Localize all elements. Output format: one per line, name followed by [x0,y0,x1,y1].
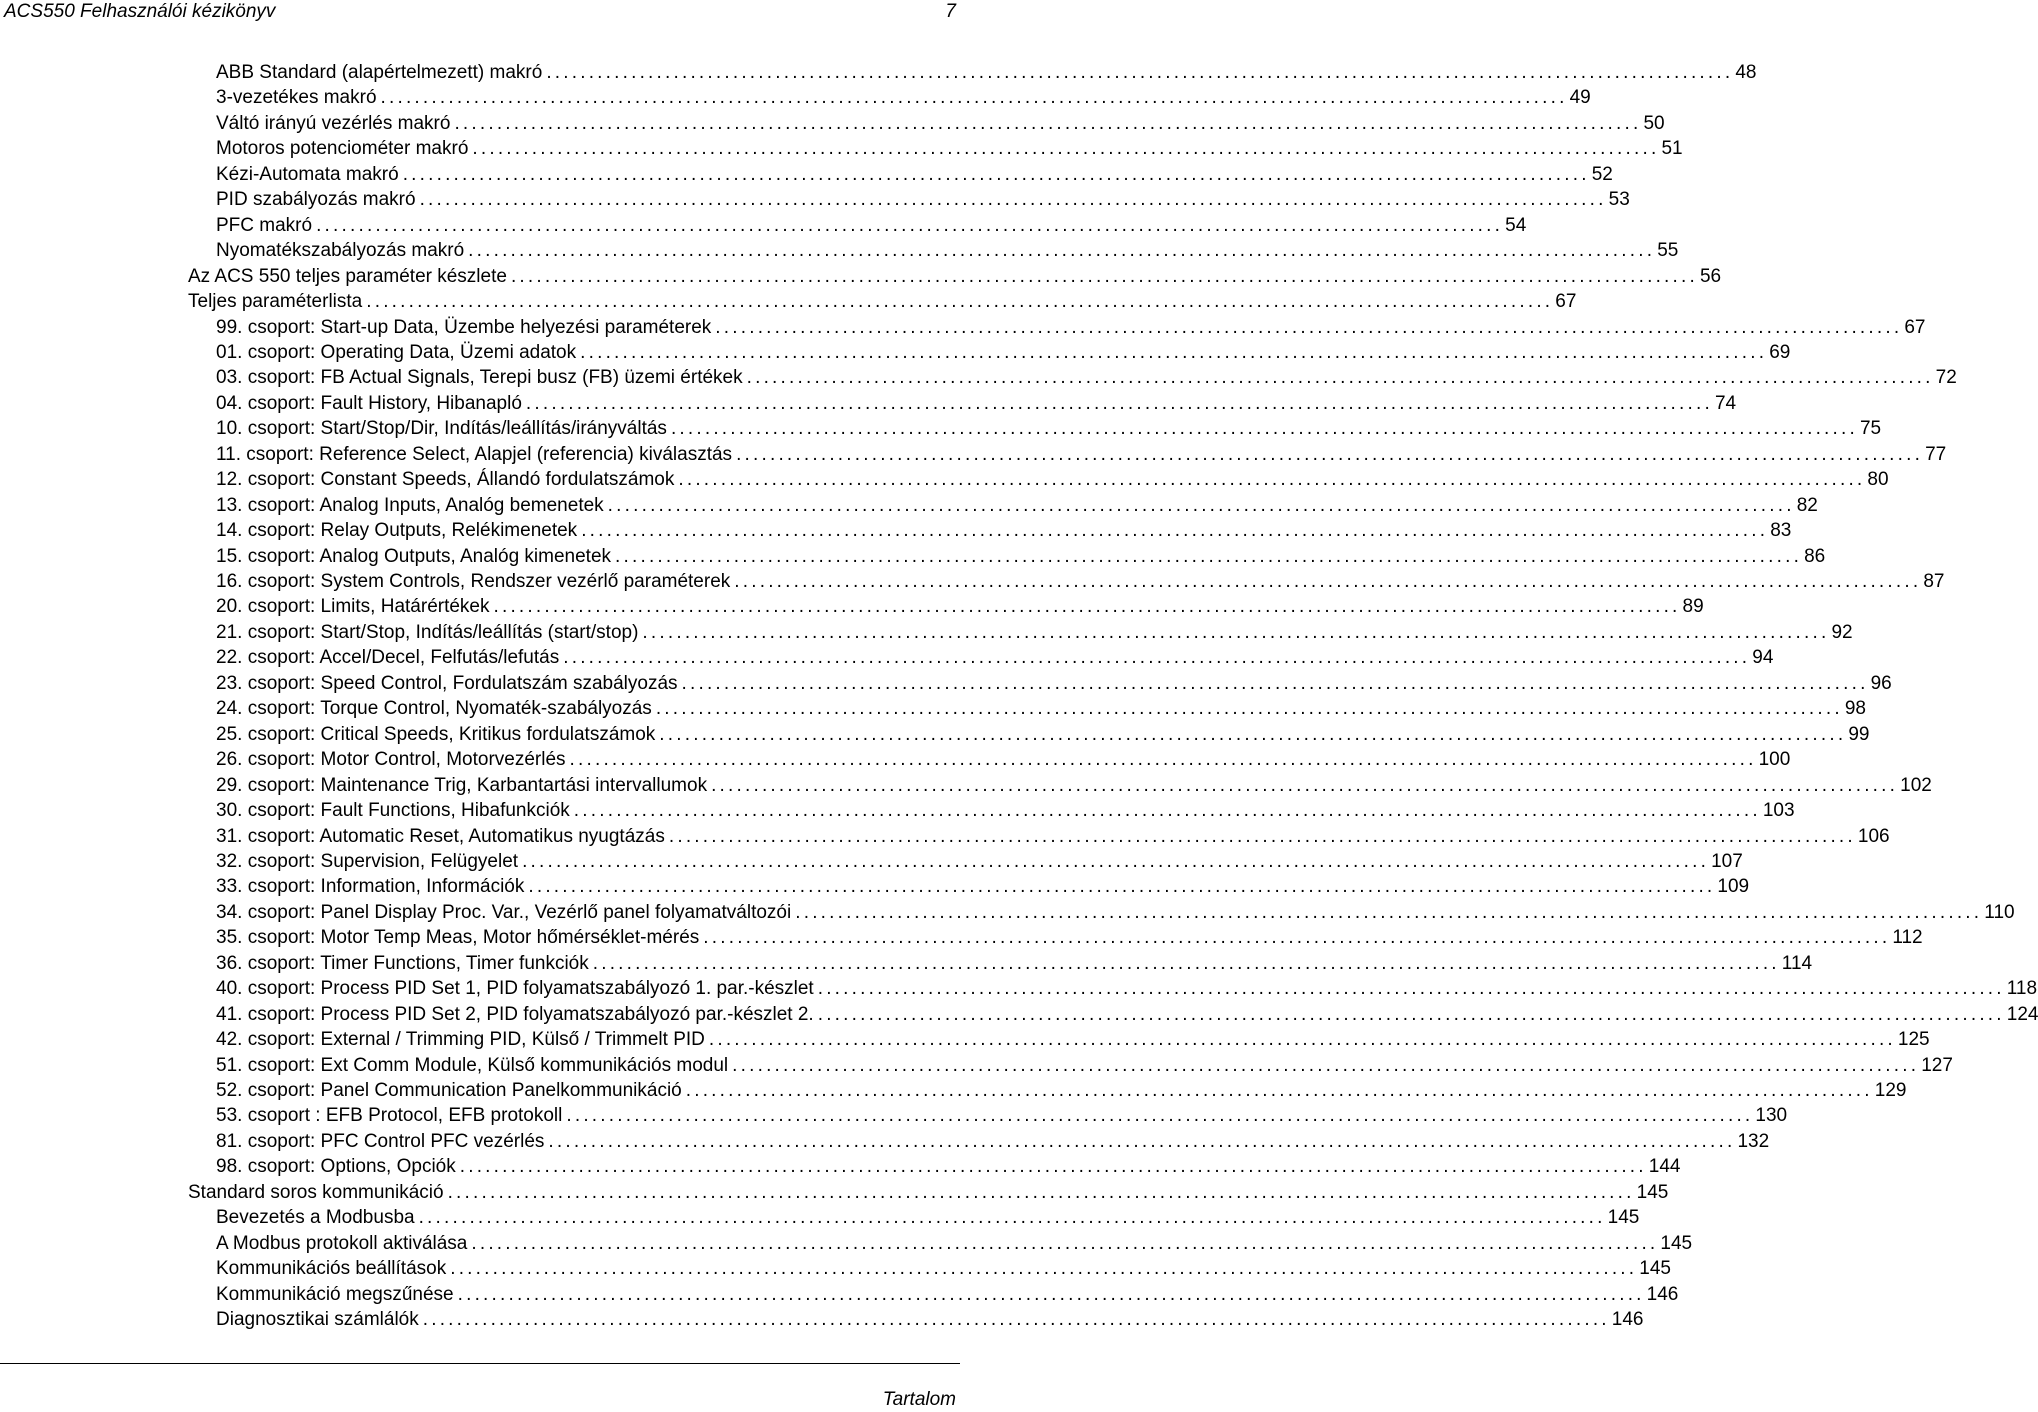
toc-entry-title: 36. csoport: Timer Functions, Timer funkciók [216,953,589,974]
toc-entry-page: 94 [1752,647,1774,668]
toc-entry[interactable] [216,1129,1770,1155]
footer-divider [0,1363,960,1364]
dot-leader: ............................................................................................................................................ [732,1055,1920,1076]
toc-entry-page: 75 [1859,418,1882,439]
toc-entry-title: Kézi-Automata makró [216,164,399,185]
toc-entry-page: 55 [1657,240,1679,261]
toc-entry-page: 145 [1607,1207,1640,1228]
toc-entry[interactable] [216,1027,1930,1053]
dot-leader: ............................................................................................................................................ [685,1080,1873,1101]
toc-entry-page: 112 [1892,927,1923,948]
dot-leader: ............................................................................................................................................ [795,902,1983,923]
toc-entry-title: 30. csoport: Fault Functions, Hibafunkciók [216,800,570,821]
dot-leader: ............................................................................................................................................ [472,138,1660,159]
toc-entry[interactable] [216,493,1818,519]
toc-entry[interactable] [216,1282,1679,1308]
toc-entry-title: 52. csoport: Panel Communication Panelkommunikáció [216,1080,682,1101]
dot-leader: ............................................................................................................................................ [715,317,1903,338]
toc-entry[interactable] [216,1078,1907,1104]
toc-entry[interactable] [188,289,1577,315]
dot-leader: ............................................................................................................................................ [402,164,1590,185]
toc-entry-title: 34. csoport: Panel Display Proc. Var., Vezérlő panel folyamatváltozói [216,902,792,923]
dot-leader: ............................................................................................................................................ [711,775,1899,796]
toc-entry-title: 04. csoport: Fault History, Hibanapló [216,393,522,414]
toc-entry-title: Kommunikációs beállítások [216,1258,447,1279]
toc-entry[interactable] [216,416,1882,442]
toc-entry-title: 3-vezetékes makró [216,87,377,108]
toc-entry[interactable] [216,1205,1640,1231]
toc-entry[interactable] [216,365,1957,391]
toc-entry-title: Diagnosztikai számlálók [216,1309,419,1330]
toc-entry-page: 50 [1643,113,1665,134]
dot-leader: ............................................................................................................................................ [734,571,1922,592]
toc-entry[interactable] [216,1053,1953,1079]
toc-entry[interactable] [216,1307,1644,1333]
toc-entry-title: ABB Standard (alapértelmezett) makró [216,62,543,83]
dot-leader: ............................................................................................................................................ [668,826,1856,847]
dot-leader: ............................................................................................................................................ [493,596,1681,617]
toc-entry-page: 146 [1611,1309,1644,1330]
toc-entry[interactable] [216,594,1704,620]
toc-entry-title: 13. csoport: Analog Inputs, Analóg bemenetek [216,495,604,516]
toc-entry[interactable] [216,238,1679,264]
dot-leader: ............................................................................................................................................ [563,647,1751,668]
toc-entry[interactable] [216,900,2015,926]
dot-leader: ............................................................................................................................................ [566,1105,1754,1126]
toc-entry[interactable] [216,1256,1671,1282]
toc-entry-title: 25. csoport: Critical Speeds, Kritikus fordulatszámok [216,724,656,745]
toc-entry[interactable] [216,824,1890,850]
toc-entry-page: 145 [1636,1182,1669,1203]
page-header [0,0,960,36]
toc-entry-title: Bevezetés a Modbusba [216,1207,415,1228]
toc-entry-title: 41. csoport: Process PID Set 2, PID folyamatszabályozó par.-készlet 2. [216,1004,814,1025]
dot-leader: ............................................................................................................................................ [607,495,1795,516]
toc-entry-title: PFC makró [216,215,313,236]
toc-entry-page: 124 [2006,1004,2038,1025]
dot-leader: ............................................................................................................................................ [522,851,1710,872]
toc-entry-page: 72 [1935,367,1957,388]
dot-leader: ............................................................................................................................................ [703,927,1891,948]
toc-entry-page: 48 [1735,62,1757,83]
dot-leader: ............................................................................................................................................ [419,189,1607,210]
toc-entry[interactable] [216,671,1892,697]
toc-entry[interactable] [216,722,1870,748]
toc-entry-page: 99 [1848,724,1870,745]
document-title: ACS550 Felhasználói kézikönyv [4,1,276,22]
toc-entry[interactable] [216,620,1853,646]
toc-entry-page: 83 [1770,520,1792,541]
toc-entry-title: 81. csoport: PFC Control PFC vezérlés [216,1131,545,1152]
toc-entry-page: 130 [1755,1105,1788,1126]
toc-entry-page: 118 [2006,978,2038,999]
toc-entry[interactable] [216,569,1945,595]
toc-entry-page: 132 [1737,1131,1770,1152]
toc-entry-title: 40. csoport: Process PID Set 1, PID folyamatszabályozó 1. par.-készlet [216,978,814,999]
toc-entry-title: 98. csoport: Options, Opciók [216,1156,456,1177]
toc-entry-page: 56 [1699,266,1722,287]
dot-leader: ............................................................................................................................................ [546,62,1734,83]
toc-entry-page: 54 [1505,215,1527,236]
toc-entry-page: 145 [1639,1258,1671,1279]
toc-entry-page: 51 [1661,138,1683,159]
toc-entry-page: 144 [1648,1156,1681,1177]
dot-leader: ............................................................................................................................................ [450,1258,1638,1279]
toc-entry-title: PID szabályozás makró [216,189,416,210]
toc-entry-title: 03. csoport: FB Actual Signals, Terepi busz (FB) üzemi értékek [216,367,743,388]
dot-leader: ............................................................................................................................................ [418,1207,1606,1228]
toc-entry-page: 67 [1555,291,1577,312]
toc-entry-title: Teljes paraméterlista [188,291,363,312]
toc-entry-title: 23. csoport: Speed Control, Fordulatszám szabályozás [216,673,678,694]
dot-leader: ............................................................................................................................................ [548,1131,1736,1152]
toc-entry-title: 26. csoport: Motor Control, Motorvezérlés [216,749,566,770]
dot-leader: ............................................................................................................................................ [678,469,1866,490]
dot-leader: ............................................................................................................................................ [746,367,1934,388]
dot-leader: ............................................................................................................................................ [569,749,1757,770]
dot-leader: ............................................................................................................................................ [422,1309,1610,1330]
toc-entry-title: 16. csoport: System Controls, Rendszer vezérlő paraméterek [216,571,731,592]
toc-entry-title: 10. csoport: Start/Stop/Dir, Indítás/leállítás/irányváltás [216,418,667,439]
page-number: 7 [945,1,956,22]
toc-entry[interactable] [216,1103,1788,1129]
toc-entry[interactable] [216,315,1926,341]
toc-entry[interactable] [216,874,1750,900]
toc-entry-page: 103 [1762,800,1795,821]
dot-leader: ............................................................................................................................................ [681,673,1869,694]
footer-section-label: Tartalom [882,1389,956,1410]
dot-leader: ............................................................................................................................................ [525,393,1713,414]
toc-entry-page: 74 [1714,393,1737,414]
toc-entry-page: 67 [1904,317,1926,338]
toc-entry-page: 100 [1758,749,1791,770]
toc-entry[interactable] [216,544,1826,570]
toc-entry[interactable] [216,467,1889,493]
toc-entry-title: 29. csoport: Maintenance Trig, Karbantartási intervallumok [216,775,708,796]
toc-entry[interactable] [216,60,1757,86]
toc-entry-title: 14. csoport: Relay Outputs, Relékimenetek [216,520,578,541]
toc-entry[interactable] [216,976,2038,1002]
toc-entry-page: 129 [1874,1080,1907,1101]
toc-entry-page: 82 [1796,495,1818,516]
dot-leader: ............................................................................................................................................ [670,418,1858,439]
dot-leader: ............................................................................................................................................ [366,291,1554,312]
toc-entry-title: 31. csoport: Automatic Reset, Automatikus nyugtázás [216,826,665,847]
toc-entry-page: 77 [1925,444,1947,465]
toc-entry-title: 22. csoport: Accel/Decel, Felfutás/lefutás [216,647,560,668]
dot-leader: ............................................................................................................................................ [468,240,1656,261]
toc-entry-title: 24. csoport: Torque Control, Nyomaték-szabályozás [216,698,652,719]
toc-entry-page: 102 [1900,775,1932,796]
dot-leader: ............................................................................................................................................ [380,87,1568,108]
toc-entry-title: 11. csoport: Reference Select, Alapjel (referencia) kiválasztás [216,444,733,465]
toc-entry[interactable] [216,1231,1693,1257]
toc-entry-title: 99. csoport: Start-up Data, Üzembe helyezési paraméterek [216,317,712,338]
toc-entry-title: 12. csoport: Constant Speeds, Állandó fordulatszámok [216,469,675,490]
dot-leader: ............................................................................................................................................ [817,978,2005,999]
toc-entry-title: 20. csoport: Limits, Határértékek [216,596,490,617]
dot-leader: ............................................................................................................................................ [736,444,1924,465]
dot-leader: ............................................................................................................................................ [454,113,1642,134]
toc-entry[interactable] [216,1154,1681,1180]
toc-entry-title: 33. csoport: Information, Információk [216,876,525,897]
dot-leader: ............................................................................................................................................ [459,1156,1647,1177]
dot-leader: ............................................................................................................................................ [580,342,1768,363]
dot-leader: ............................................................................................................................................ [581,520,1769,541]
toc-entry-title: 35. csoport: Motor Temp Meas, Motor hőmérséklet-mérés [216,927,700,948]
toc-entry-title: 32. csoport: Supervision, Felügyelet [216,851,519,872]
dot-leader: ............................................................................................................................................ [642,622,1830,643]
toc-entry-page: 80 [1867,469,1889,490]
toc-entry[interactable] [216,213,1527,239]
toc-entry[interactable] [216,696,1866,722]
dot-leader: ............................................................................................................................................ [659,724,1847,745]
toc-entry-title: Motoros potenciométer makró [216,138,469,159]
toc-entry-page: 92 [1831,622,1853,643]
dot-leader: ............................................................................................................................................ [457,1284,1645,1305]
toc-entry-page: 69 [1769,342,1791,363]
toc-entry[interactable] [216,925,1923,951]
dot-leader: ............................................................................................................................................ [471,1233,1659,1254]
dot-leader: ............................................................................................................................................ [655,698,1843,719]
toc-entry-title: Standard soros kommunikáció [188,1182,444,1203]
toc-entry[interactable] [216,85,1591,111]
toc-entry-page: 146 [1646,1284,1679,1305]
toc-entry[interactable] [216,162,1613,188]
toc-entry[interactable] [216,849,1743,875]
toc-entry[interactable] [216,187,1630,213]
dot-leader: ............................................................................................................................................ [510,266,1698,287]
toc-entry[interactable] [188,1180,1669,1206]
toc-entry-title: Váltó irányú vezérlés makró [216,113,451,134]
toc-entry-page: 110 [1984,902,2015,923]
toc-entry-page: 87 [1923,571,1945,592]
dot-leader: ............................................................................................................................................ [708,1029,1896,1050]
toc-entry-title: 01. csoport: Operating Data, Üzemi adatok [216,342,577,363]
toc-entry[interactable] [216,798,1795,824]
toc-entry-title: 15. csoport: Analog Outputs, Analóg kimenetek [216,546,612,567]
dot-leader: ............................................................................................................................................ [528,876,1716,897]
toc-entry[interactable] [216,136,1683,162]
toc-entry-page: 107 [1711,851,1743,872]
dot-leader: ............................................................................................................................................ [615,546,1803,567]
toc-entry-page: 53 [1608,189,1630,210]
toc-entry[interactable] [216,773,1932,799]
toc-entry[interactable] [188,264,1722,290]
toc-entry-page: 109 [1717,876,1750,897]
toc-entry-page: 98 [1844,698,1866,719]
toc-entry-title: Kommunikáció megszűnése [216,1284,454,1305]
toc-entry-page: 86 [1804,546,1826,567]
toc-entry-page: 49 [1569,87,1591,108]
dot-leader: ............................................................................................................................................ [817,1004,2005,1025]
toc-entry-title: 21. csoport: Start/Stop, Indítás/leállítás (start/stop) [216,622,639,643]
toc-entry-page: 125 [1897,1029,1930,1050]
toc-entry[interactable] [216,645,1774,671]
dot-leader: ............................................................................................................................................ [447,1182,1635,1203]
toc-entry-page: 106 [1857,826,1890,847]
toc-entry-page: 145 [1660,1233,1693,1254]
toc-entry-page: 127 [1921,1055,1953,1076]
toc-entry-title: 51. csoport: Ext Comm Module, Külső kommunikációs modul [216,1055,729,1076]
toc-entry[interactable] [216,518,1792,544]
toc-entry[interactable] [216,111,1665,137]
toc-entry-page: 114 [1781,953,1813,974]
toc-entry-title: 53. csoport : EFB Protocol, EFB protokoll [216,1105,563,1126]
dot-leader: ............................................................................................................................................ [592,953,1780,974]
dot-leader: ............................................................................................................................................ [316,215,1504,236]
toc-entry[interactable] [216,340,1791,366]
dot-leader: ............................................................................................................................................ [573,800,1761,821]
toc-entry-title: A Modbus protokoll aktiválása [216,1233,468,1254]
toc-entry[interactable] [216,951,1813,977]
toc-entry-title: 42. csoport: External / Trimming PID, Külső / Trimmelt PID [216,1029,705,1050]
toc-entry-page: 96 [1870,673,1892,694]
toc-entry[interactable] [216,391,1737,417]
toc-entry[interactable] [216,1002,2038,1028]
toc-entry-page: 89 [1682,596,1704,617]
toc-entry[interactable] [216,747,1791,773]
toc-entry[interactable] [216,442,1947,468]
toc-entry-title: Az ACS 550 teljes paraméter készlete [188,266,507,287]
toc-entry-title: Nyomatékszabályozás makró [216,240,465,261]
toc-entry-page: 52 [1591,164,1613,185]
